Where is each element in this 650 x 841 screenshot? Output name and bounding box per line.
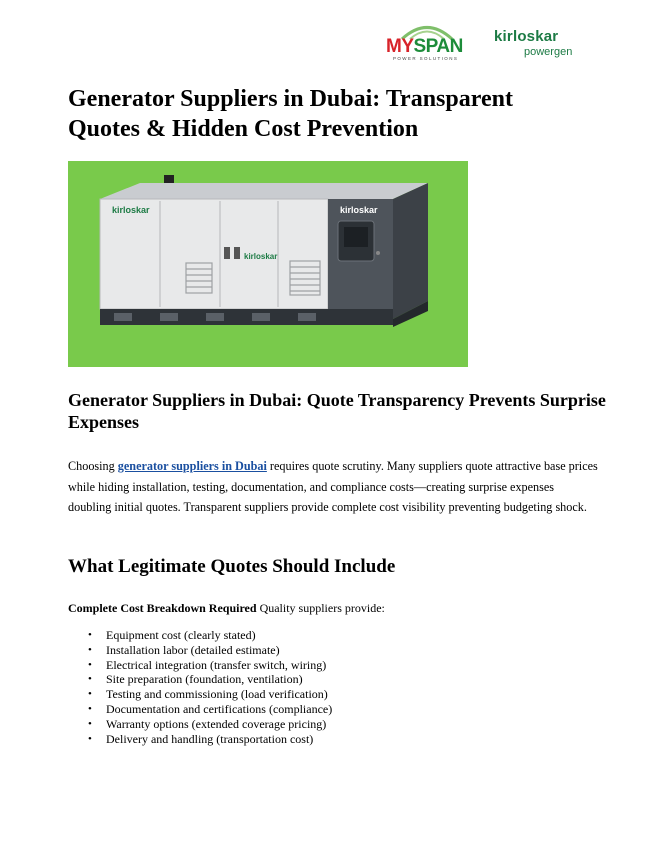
section-heading: What Legitimate Quotes Should Include [68, 556, 396, 577]
list-item: • Site preparation (foundation, ventilation) [68, 672, 332, 687]
subtitle: Generator Suppliers in Dubai: Quote Transparency Prevents Surprise Expenses [68, 390, 606, 432]
list-item: • Testing and commissioning (load verification) [68, 687, 332, 702]
generator-illustration [68, 161, 468, 367]
generator-suppliers-link[interactable]: generator suppliers in Dubai [117, 459, 267, 473]
intro-paragraph: Choosing generator suppliers in Dubai requires quote scrutiny. Many suppliers quote attractive base prices while hiding installation, testing, documentation, and compliance costs—creating surprise expenses doubling initial quotes. Transparent suppliers provide complete cost visibility preventing budgeting shock. [68, 459, 598, 514]
list-item: • Equipment cost (clearly stated) [68, 628, 332, 643]
list-item: • Delivery and handling (transportation cost) [68, 732, 332, 747]
kirloskar-logo [492, 28, 588, 64]
myspan-logo [380, 22, 468, 66]
hero-brand-left: kirloskar [112, 205, 150, 215]
myspan-tagline: POWER SOLUTIONS [393, 56, 459, 61]
myspan-wordmark: MYSPAN [386, 36, 463, 57]
list-item: • Electrical integration (transfer switch, wiring) [68, 658, 332, 673]
generator-image [68, 161, 468, 367]
header-logos [380, 22, 590, 66]
page-title: Generator Suppliers in Dubai: Transparent Quotes & Hidden Cost Prevention [68, 86, 513, 142]
hero-brand-center: kirloskar [244, 252, 278, 261]
hero-brand-right: kirloskar [340, 205, 378, 215]
kirloskar-wordmark: kirloskar [494, 28, 559, 45]
kirloskar-sub: powergen [524, 46, 573, 58]
list-item: • Documentation and certifications (compliance) [68, 702, 332, 717]
list-item: • Warranty options (extended coverage pricing) [68, 717, 332, 732]
list-item: • Installation labor (detailed estimate) [68, 643, 332, 658]
breakdown-line: Complete Cost Breakdown Required Quality suppliers provide: [68, 601, 385, 615]
cost-items-list [68, 628, 332, 746]
